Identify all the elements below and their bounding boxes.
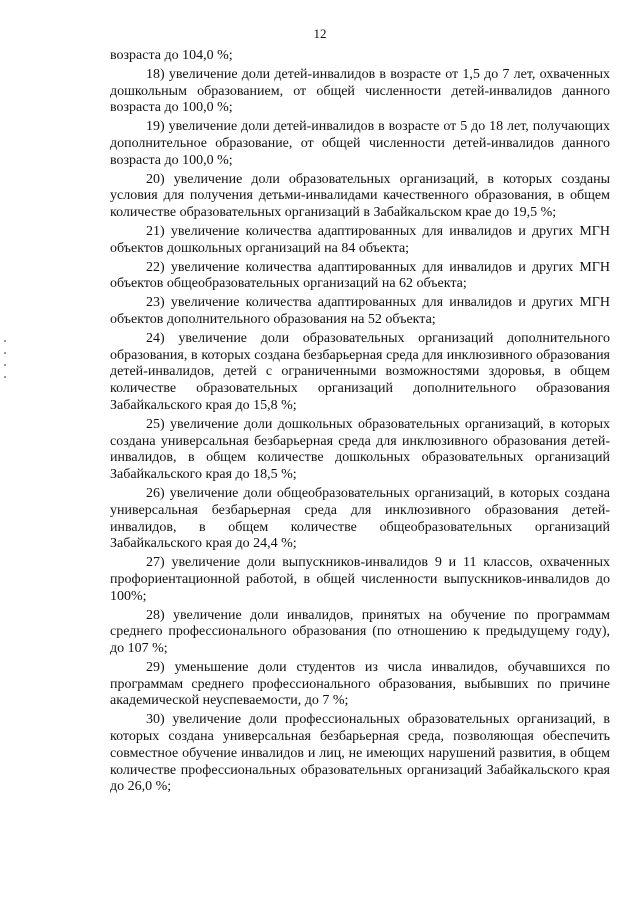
paragraph-item-19: 19) увеличение доли детей-инвалидов в возрасте от 5 до 18 лет, получающих дополнительное образование, от общей численности детей-инвалидов данного возраста до 100,0 %; [110,119,610,168]
paragraph-item-30: 30) увеличение доли профессиональных образовательных организаций, в которых создана универсальная безбарьерная среда, позволяющая обеспечить совместное обучение инвалидов и лиц, не имеющих нарушений развития, в общем количестве профессиональных образовательных организаций Забайкальского края до 26,0 %; [110,712,610,795]
paragraph-item-24: 24) увеличение доли образовательных организаций дополнительного образования, в которых создана безбарьерная среда для инклюзивного образования детей-инвалидов, детей с ограниченными возможностями здоровья, в общем количестве образовательных организаций дополнительного образования Забайкальского края до 15,8 %; [110,330,610,413]
document-body [110,48,610,798]
paragraph-item-28: 28) увеличение доли инвалидов, принятых на обучение по программам среднего профессионального образования (по отношению к предыдущему году), до 107 %; [110,607,610,657]
paragraph-item-20: 20) увеличение доли образовательных организаций, в которых созданы условия для получения детьми-инвалидами качественного образования, в общем количестве образовательных организаций в Забайкальском крае до 19,5 %; [110,171,610,221]
margin-marks [4,340,8,400]
paragraph-item-18: 18) увеличение доли детей-инвалидов в возрасте от 1,5 до 7 лет, охваченных дошкольным образованием, от общей численности детей-инвалидов данного возраста до 100,0 %; [110,66,610,116]
page-number: 12 [313,26,327,41]
paragraph-item-27: 27) увеличение доли выпускников-инвалидов 9 и 11 классов, охваченных профориентационной работой, в общей численности выпускников-инвалидов до 100%; [110,555,610,604]
paragraph-item-22: 22) увеличение количества адаптированных для инвалидов и других МГН объектов общеобразовательных организаций на 62 объекта; [110,259,610,292]
paragraph-item-26: 26) увеличение доли общеобразовательных организаций, в которых создана универсальная безбарьерная среда для инклюзивного образования детей-инвалидов, в общем количестве общеобразовательных организаций Забайкальского края до 24,4 %; [110,485,610,552]
paragraph-item-21: 21) увеличение количества адаптированных для инвалидов и других МГН объектов дошкольных организаций на 84 объекта; [110,223,610,256]
margin-dot [4,352,6,354]
paragraph-continuation: возраста до 104,0 %; [110,48,233,63]
paragraph-item-23: 23) увеличение количества адаптированных для инвалидов и других МГН объектов дополнительного образования на 52 объекта; [110,295,610,327]
paragraph-item-25: 25) увеличение доли дошкольных образовательных организаций, в которых создана универсальная безбарьерная среда для инклюзивного образования детей-инвалидов, в общем количестве дошкольных образовательных организаций Забайкальского края до 18,5 %; [110,416,610,483]
margin-dot [4,364,6,366]
paragraph-item-29: 29) уменьшение доли студентов из числа инвалидов, обучавшихся по программам среднего профессионального образования, выбывших по причине академической неуспеваемости, до 7 %; [110,659,610,709]
margin-dot [4,340,6,342]
margin-dot [4,376,6,378]
